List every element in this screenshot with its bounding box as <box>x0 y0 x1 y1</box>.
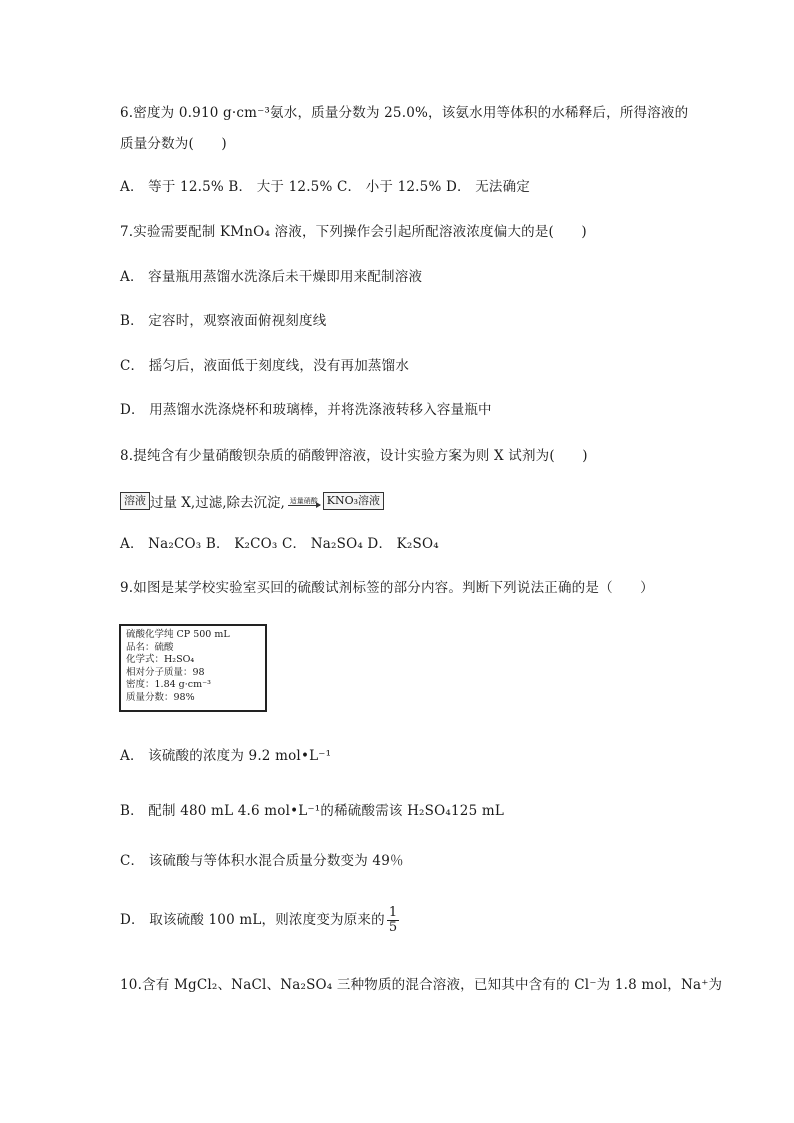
q7-option-a: A． 容量瓶用蒸馏水洗涤后未干燥即用来配制溶液 <box>120 269 423 285</box>
fraction-denominator: 5 <box>388 920 398 935</box>
arrow-right-icon <box>288 505 320 506</box>
q8-flow-diagram <box>120 490 384 512</box>
label-row-mass-fraction: 质量分数：98% <box>126 691 195 703</box>
q7-option-c: C． 摇匀后，液面低于刻度线，没有再加蒸馏水 <box>120 358 410 374</box>
flow-end-box: KNO₃溶液 <box>323 492 384 510</box>
flow-middle-text: 过量 X,过滤,除去沉淀, <box>150 495 285 511</box>
fraction <box>387 906 399 935</box>
label-row-molar-mass: 相对分子质量：98 <box>126 666 205 678</box>
label-row-product: 硫酸化学纯 CP 500 mL <box>126 629 230 640</box>
q9-stem: 9.如图是某学校实验室买回的硫酸试剂标签的部分内容。判断下列说法正确的是（ ） <box>120 580 654 596</box>
q6-options: A． 等于 12.5% B． 大于 12.5% C． 小于 12.5% D． 无法确定 <box>120 179 530 195</box>
q6-stem-line2: 质量分数为( ) <box>120 136 227 152</box>
label-row-formula: 化学式：H₂SO₄ <box>126 654 195 665</box>
q9-option-d-text: D． 取该硫酸 100 mL，则浓度变为原来的 <box>120 912 385 928</box>
label-row-density: 密度：1.84 g·cm⁻³ <box>126 679 211 690</box>
flow-start-box: 溶液 <box>120 492 150 510</box>
q7-option-b: B． 定容时，观察液面俯视刻度线 <box>120 313 327 329</box>
q8-options: A． Na₂CO₃ B． K₂CO₃ C． Na₂SO₄ D． K₂SO₄ <box>120 536 439 552</box>
q9-option-a: A． 该硫酸的浓度为 9.2 mol•L⁻¹ <box>120 748 332 764</box>
q10-stem-line1: 10.含有 MgCl₂、NaCl、Na₂SO₄ 三种物质的混合溶液，已知其中含有的 Cl⁻为 1.8 mol，Na⁺为 <box>120 977 723 993</box>
fraction-numerator: 1 <box>388 905 398 920</box>
q7-option-d: D． 用蒸馏水洗涤烧杯和玻璃棒，并将洗涤液转移入容量瓶中 <box>120 402 492 418</box>
label-row-name: 品名：硫酸 <box>126 641 174 653</box>
q9-option-b: B． 配制 480 mL 4.6 mol•L⁻¹的稀硫酸需该 H₂SO₄125 mL <box>120 803 505 819</box>
reagent-label <box>119 624 267 712</box>
q6-stem-line1: 6.密度为 0.910 g·cm⁻³氨水，质量分数为 25.0%，该氨水用等体积的水稀释后，所得溶液的 <box>120 105 689 121</box>
q7-stem: 7.实验需要配制 KMnO₄ 溶液，下列操作会引起所配溶液浓度偏大的是( ) <box>120 224 587 240</box>
flow-arrow <box>287 497 321 506</box>
q9-option-c: C． 该硫酸与等体积水混合质量分数变为 49％ <box>120 853 404 869</box>
flow-arrow-label: 适量硝酸 <box>289 496 318 505</box>
q8-stem: 8.提纯含有少量硝酸钡杂质的硝酸钾溶液，设计实验方案为则 X 试剂为( ) <box>120 448 588 464</box>
q9-option-d <box>120 904 399 936</box>
